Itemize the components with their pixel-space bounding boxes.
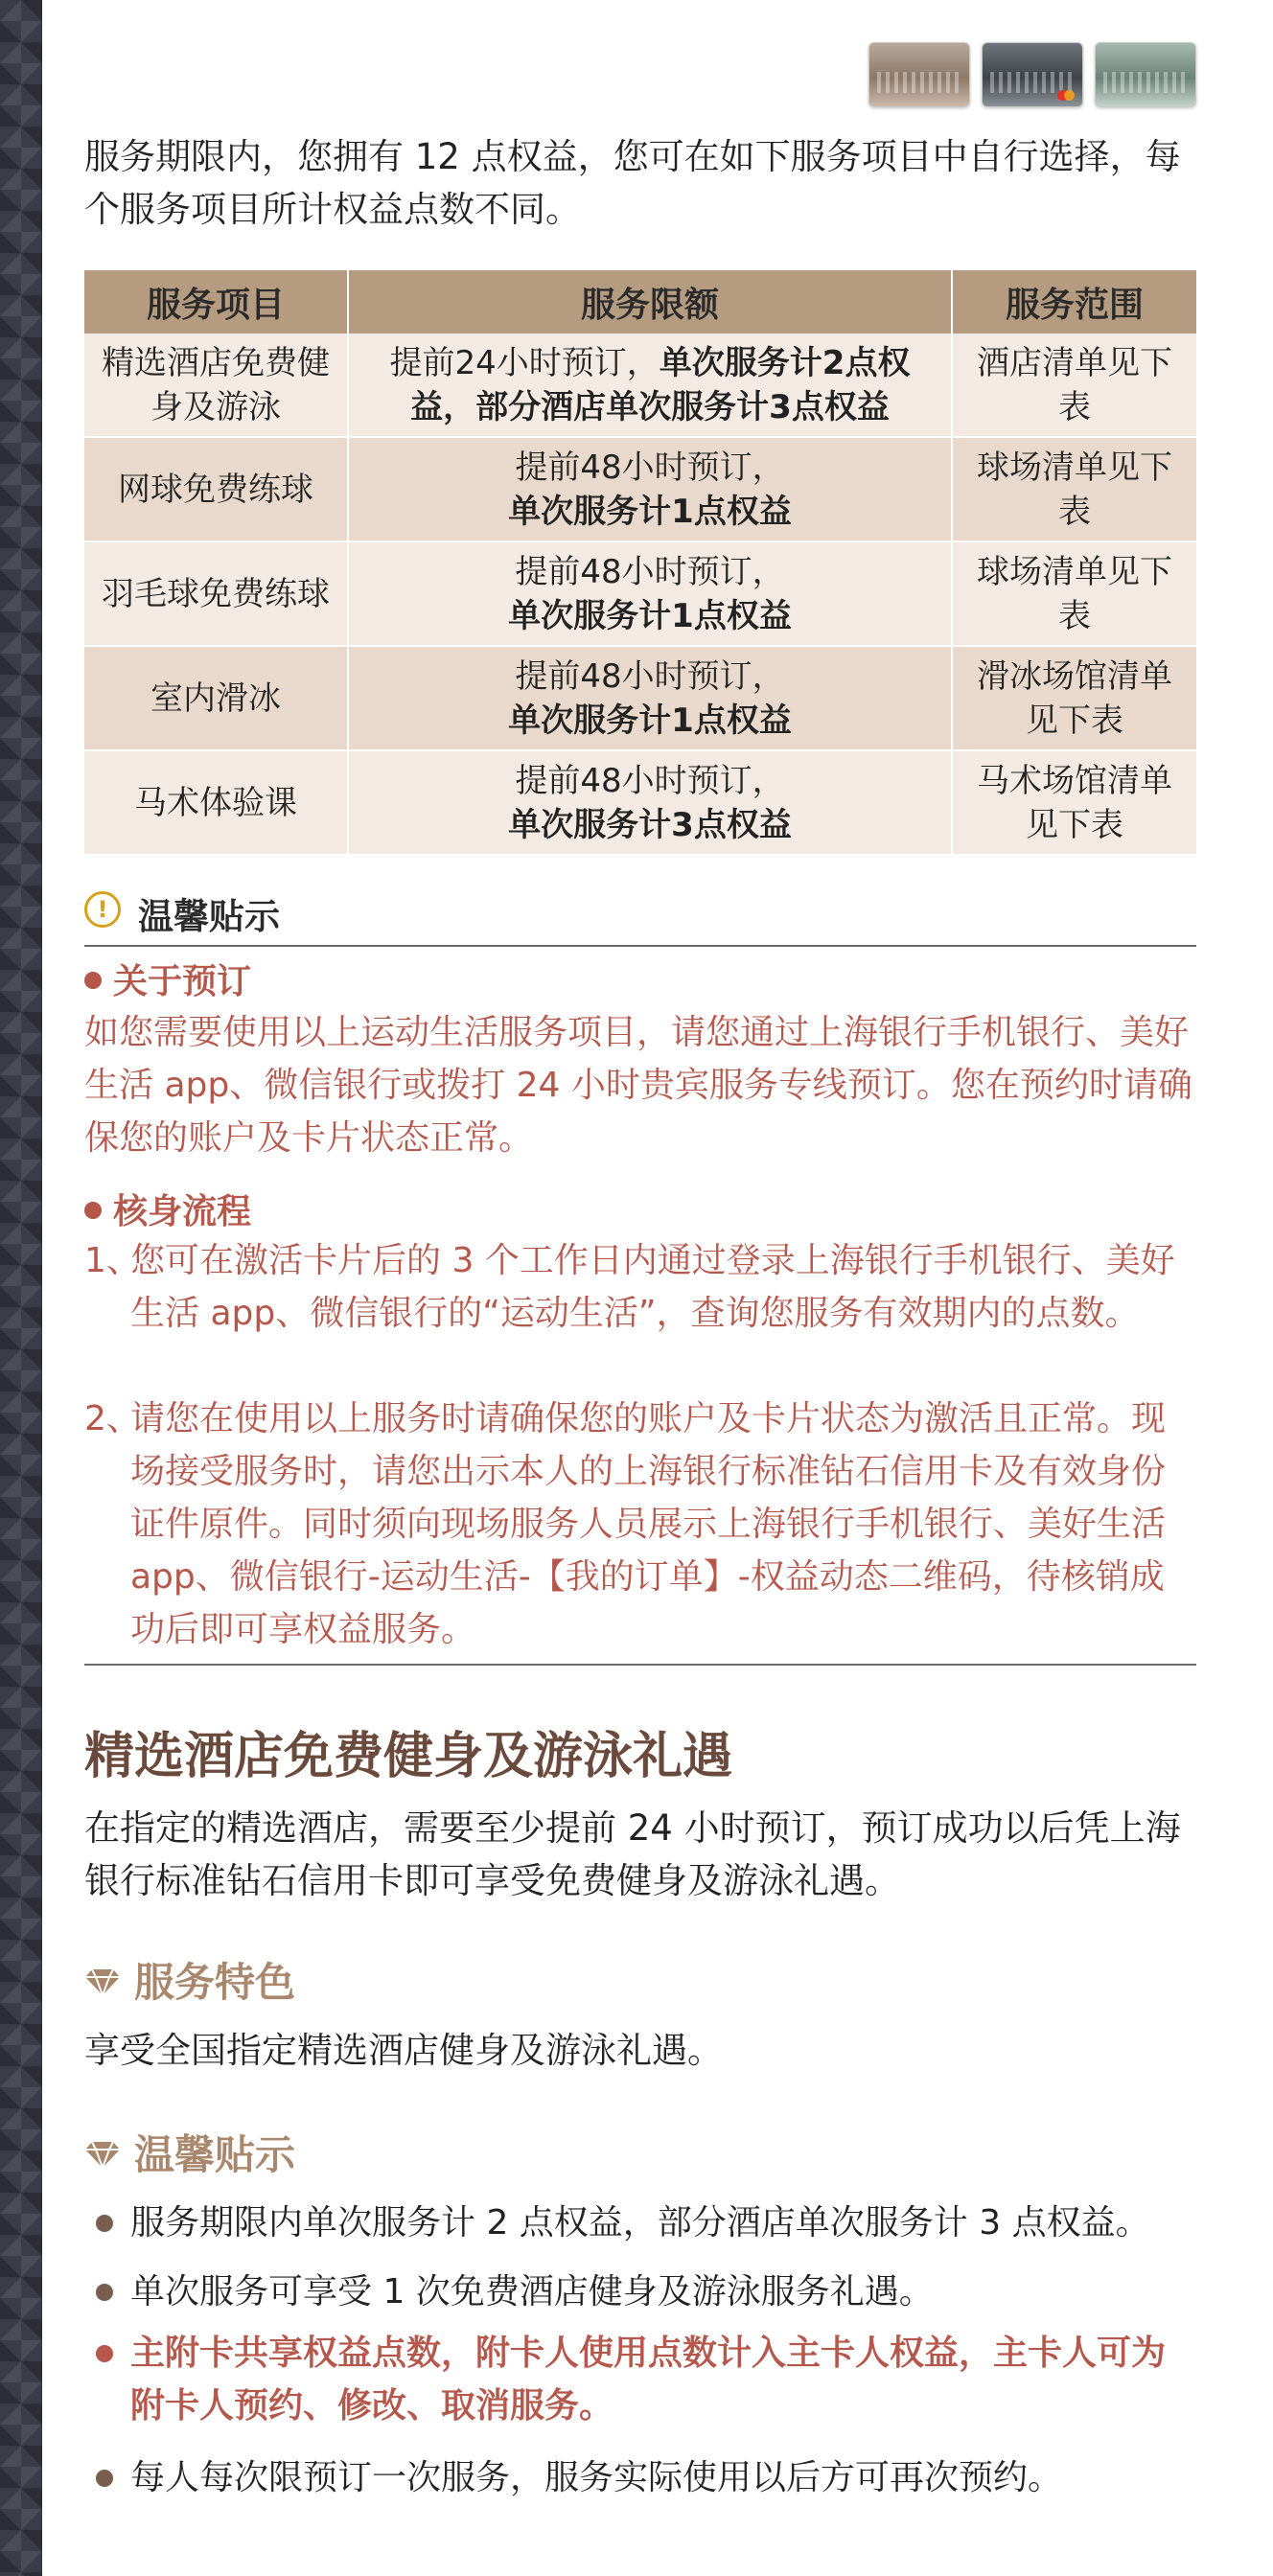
exclamation-circle-icon: ! xyxy=(84,891,121,928)
service-limit-cell: 提前48小时预订， 单次服务计1点权益 xyxy=(348,541,952,646)
service-scope-cell: 马术场馆清单见下表 xyxy=(952,750,1196,855)
tips-heading: 温馨贴示 xyxy=(84,2124,295,2181)
card-thumbnails xyxy=(868,42,1196,107)
tip-item: 单次服务可享受 1 次免费酒店健身及游泳服务礼遇。 xyxy=(84,2266,1196,2318)
service-item-cell: 马术体验课 xyxy=(84,750,348,855)
service-item-cell: 室内滑冰 xyxy=(84,646,348,750)
bullet-dot-icon xyxy=(96,2215,113,2232)
service-scope-cell: 球场清单见下表 xyxy=(952,541,1196,646)
booking-text: 如您需要使用以上运动生活服务项目，请您通过上海银行手机银行、美好生活 app、微信银行或拨打 24 小时贵宾服务专线预订。您在预约时请确保您的账户及卡片状态正常。 xyxy=(84,1013,1192,1158)
gem-icon xyxy=(84,2140,121,2169)
service-scope-cell: 球场清单见下表 xyxy=(952,437,1196,541)
verify-step: 1、 您可在激活卡片后的 3 个工作日内通过登录上海银行手机银行、美好生活 app、微信银行的“运动生活”，查询您服务有效期内的点数。 xyxy=(84,1241,1175,1333)
card-thumbnail-1[interactable] xyxy=(868,42,970,107)
notice-title: 温馨贴示 xyxy=(138,896,280,937)
verify-step: 2、 请您在使用以上服务时请确保您的账户及卡片状态为激活且正常。现场接受服务时，请您出示本人的上海银行标准钻石信用卡及有效身份证件原件。同时须向现场服务人员展示上海银行手机银行、美好生活app、微信银行-运动生活-【我的订单】-权益动态二维码，待核销成功后即可享权益服务。 xyxy=(84,1399,1167,1649)
service-item-cell: 网球免费练球 xyxy=(84,437,348,541)
verify-heading: 核身流程 xyxy=(84,1184,251,1233)
service-limit-cell: 提前48小时预订， 单次服务计1点权益 xyxy=(348,437,952,541)
tip-item: 每人每次限预订一次服务，服务实际使用以后方可再次预约。 xyxy=(84,2451,1196,2504)
service-limit-cell: 提前24小时预订，单次服务计2点权益，部分酒店单次服务计3点权益 xyxy=(348,334,952,437)
features-text: 享受全国指定精选酒店健身及游泳礼遇。 xyxy=(84,2030,723,2071)
booking-heading: 关于预订 xyxy=(84,954,251,1003)
tip-item-emphasis: 主附卡共享权益点数，附卡人使用点数计入主卡人权益，主卡人可为附卡人预约、修改、取消服务。 xyxy=(84,2327,1196,2432)
service-limit-cell: 提前48小时预订， 单次服务计1点权益 xyxy=(348,646,952,750)
bullet-dot-icon xyxy=(96,2345,113,2362)
card-thumbnail-3[interactable] xyxy=(1095,42,1196,107)
table-header-cell: 服务限额 xyxy=(348,270,952,334)
notice-header xyxy=(84,882,1196,947)
table-header-cell: 服务范围 xyxy=(952,270,1196,334)
gem-icon xyxy=(84,1967,121,1996)
service-scope-cell: 滑冰场馆清单见下表 xyxy=(952,646,1196,750)
table-header-cell: 服务项目 xyxy=(84,270,348,334)
table-row xyxy=(84,646,1196,750)
mastercard-icon xyxy=(1057,90,1075,101)
bullet-dot-icon xyxy=(96,2284,113,2301)
table-row xyxy=(84,750,1196,855)
service-limit-cell: 提前48小时预订， 单次服务计3点权益 xyxy=(348,750,952,855)
section-title: 精选酒店免费健身及游泳礼遇 xyxy=(84,1728,733,1785)
table-row xyxy=(84,334,1196,437)
bullet-dot-icon xyxy=(96,2470,113,2487)
service-item-cell: 羽毛球免费练球 xyxy=(84,541,348,646)
tip-item: 服务期限内单次服务计 2 点权益，部分酒店单次服务计 3 点权益。 xyxy=(84,2196,1196,2249)
service-scope-cell: 酒店清单见下表 xyxy=(952,334,1196,437)
side-pattern-border xyxy=(0,0,42,2576)
features-heading: 服务特色 xyxy=(84,1951,295,2009)
section-description: 在指定的精选酒店，需要至少提前 24 小时预订，预订成功以后凭上海银行标准钻石信用卡即可享受免费健身及游泳礼遇。 xyxy=(84,1807,1181,1901)
table-row xyxy=(84,541,1196,646)
card-thumbnail-2[interactable] xyxy=(982,42,1083,107)
service-table xyxy=(84,270,1196,856)
intro-text: 服务期限内，您拥有 12 点权益，您可在如下服务项目中自行选择，每个服务项目所计权益点数不同。 xyxy=(84,136,1181,230)
service-item-cell: 精选酒店免费健身及游泳 xyxy=(84,334,348,437)
bullet-dot-icon xyxy=(84,1202,102,1219)
bullet-dot-icon xyxy=(84,972,102,989)
table-header-row xyxy=(84,270,1196,334)
table-row xyxy=(84,437,1196,541)
divider xyxy=(84,1664,1196,1666)
